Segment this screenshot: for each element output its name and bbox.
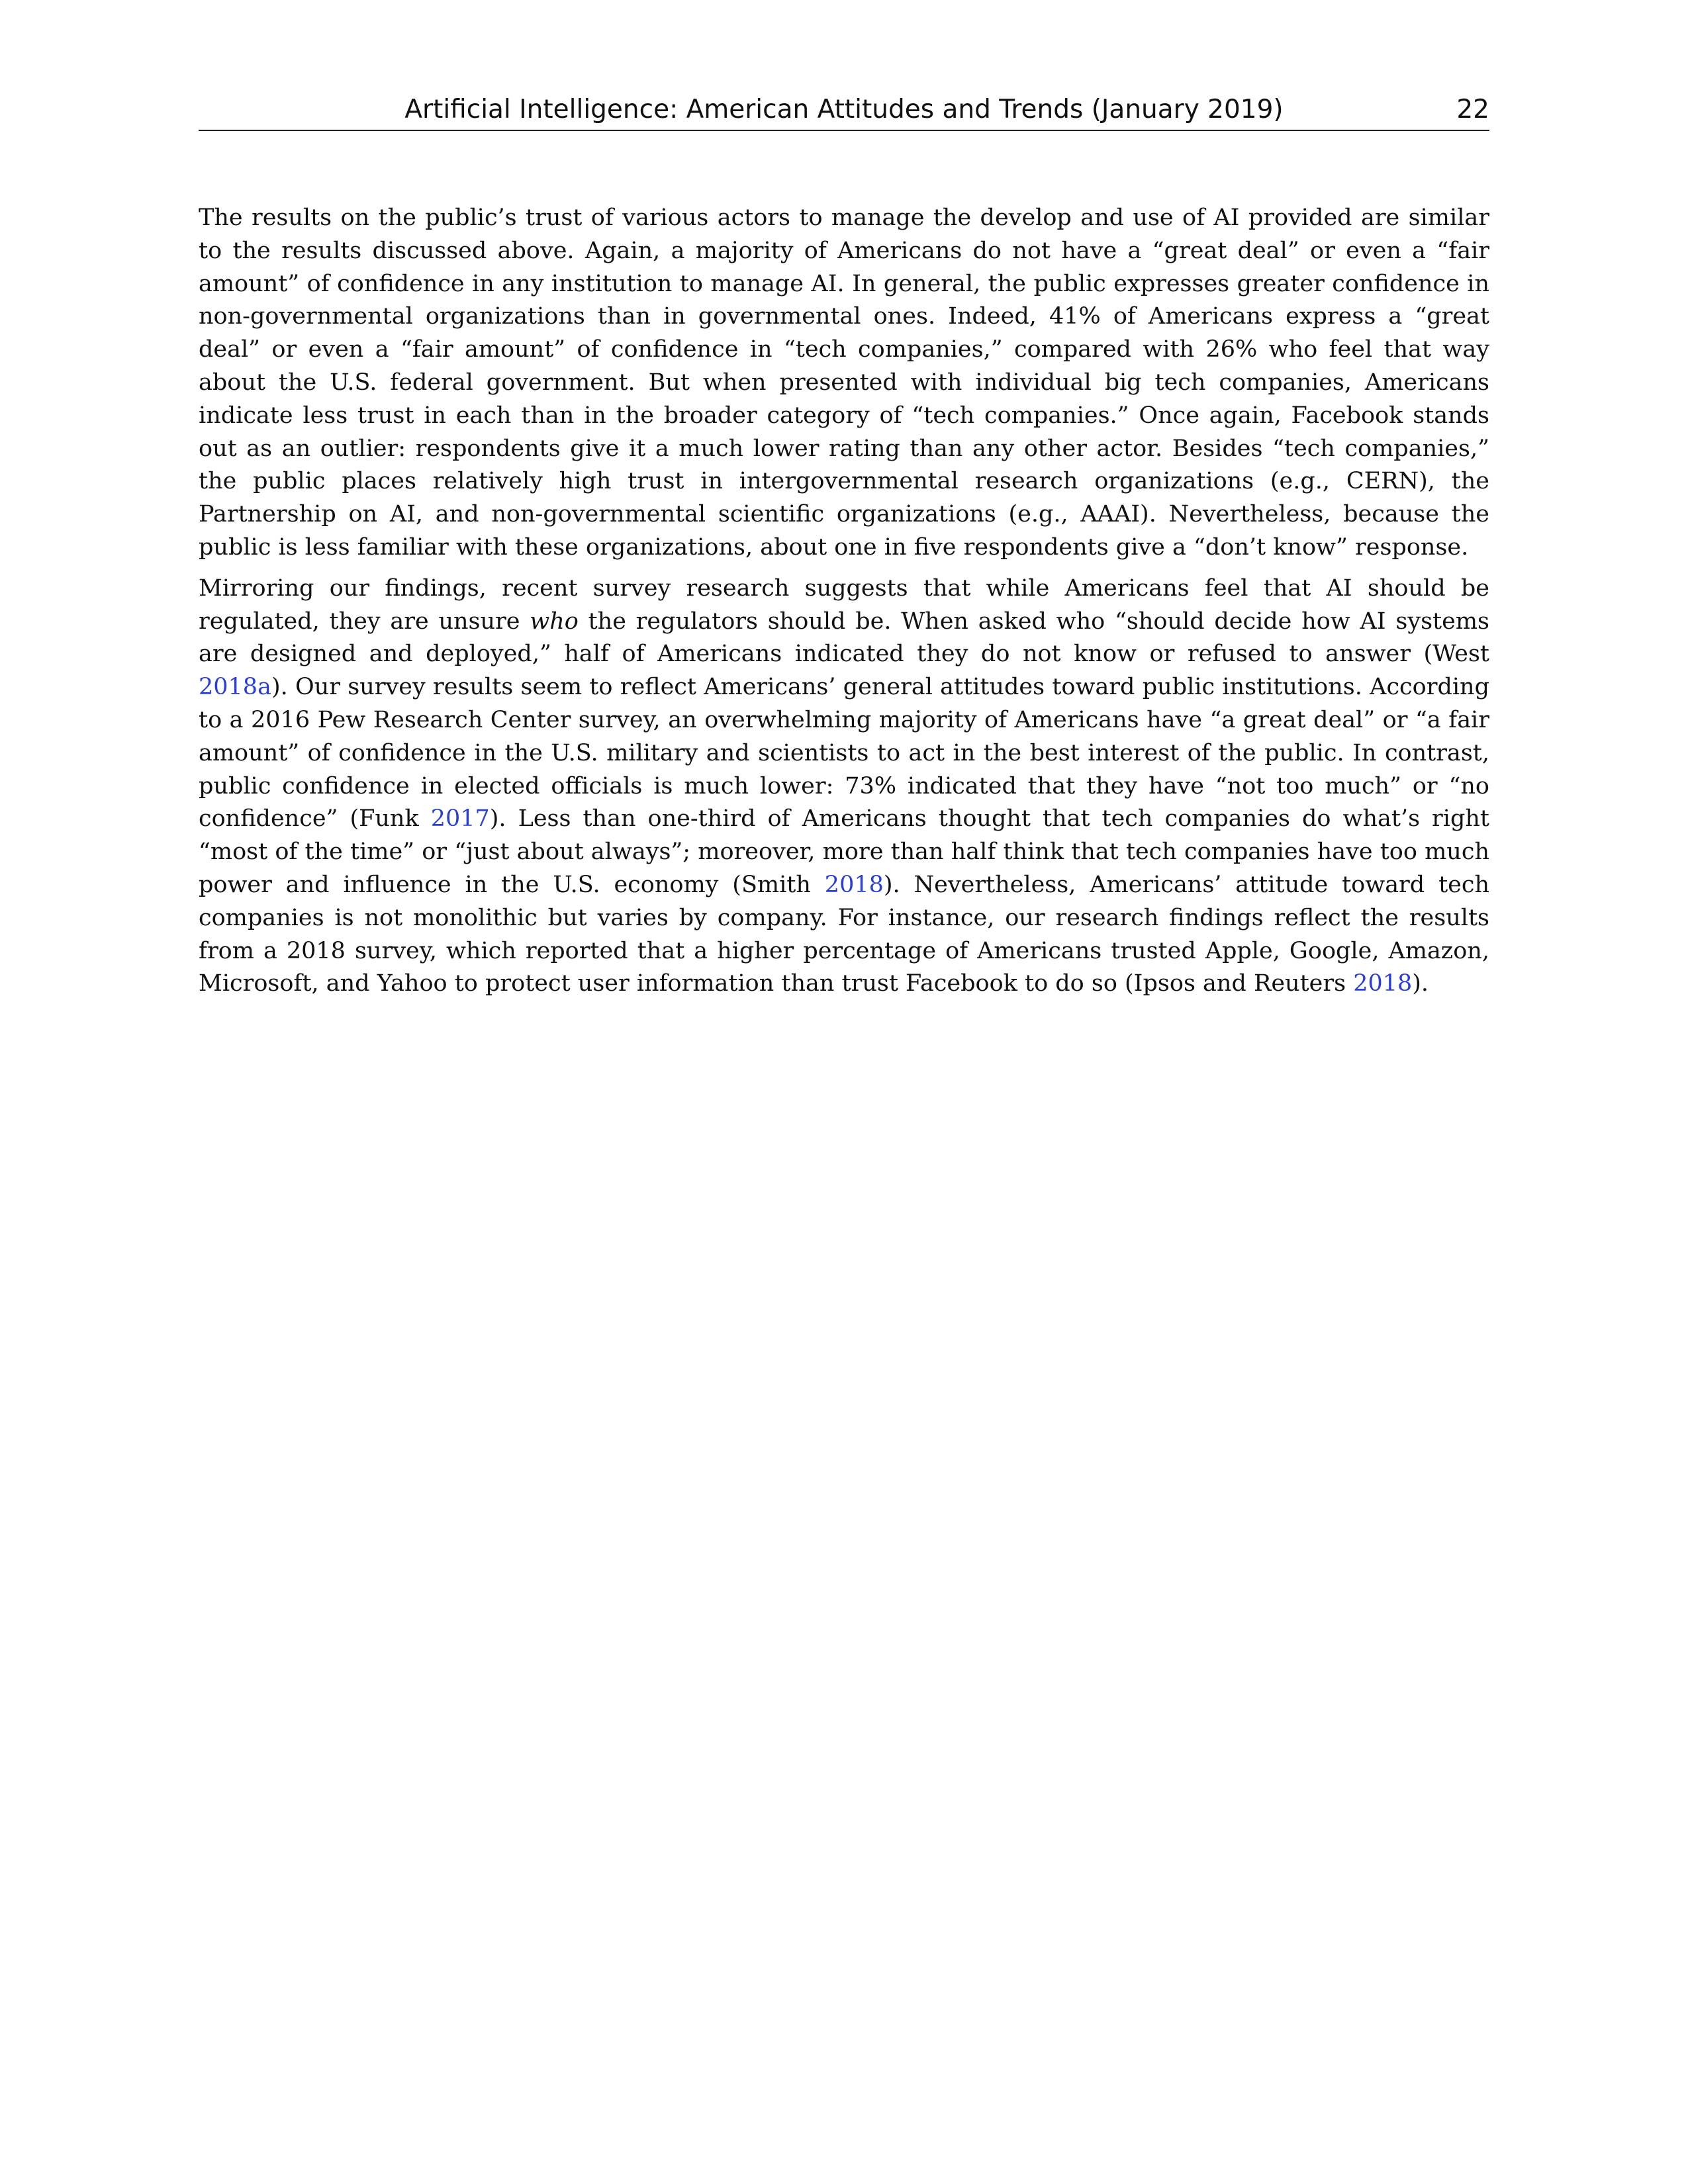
paragraph-text: ). Less than one-third of Americans thought that tech companies do what’s right “most of the time” or “just about always”; moreover, more than half think that tech companies have too much power and influence in the U.S. economy (Smith [199, 805, 1489, 898]
running-header [199, 90, 1489, 131]
paragraph-text: ). [1412, 970, 1429, 997]
citation-link-smith[interactable]: 2018 [824, 871, 884, 898]
header-title: Artificial Intelligence: American Attitudes and Trends (January 2019) [404, 95, 1284, 124]
page-number: 22 [1456, 95, 1489, 124]
citation-link-funk[interactable]: 2017 [430, 805, 490, 833]
body-text [199, 202, 1489, 1009]
paragraph-text: ). Our survey results seem to reflect Americans’ general attitudes toward public institutions. According to a 2016 Pew Research Center survey, an overwhelming majority of Americans have “a great deal” or “a fair amount” of confidence in the U.S. military and scientists to act in the best interest of the public. In contrast, public confidence in elected officials is much lower: 73% indicated that they have “not too much” or “no confidence” (Funk [199, 674, 1489, 833]
paragraph-trust-results: The results on the public’s trust of various actors to manage the develop and use of AI provided are similar to the results discussed above. Again, a majority of Americans do not have a “great deal” or even a “fair amount” of confidence in any institution to manage AI. In general, the public expresses greater confidence in non-governmental organizations than in governmental ones. Indeed, 41% of Americans express a “great deal” or even a “fair amount” of confidence in “tech companies,” compared with 26% who feel that way about the U.S. federal government. But when presented with individual big tech companies, Americans indicate less trust in each than in the broader category of “tech companies.” Once again, Facebook stands out as an outlier: respondents give it a much lower rating than any other actor. Besides “tech companies,” the public places relatively high trust in intergovernmental research organizations (e.g., CERN), the Partnership on AI, and non-governmental scientific organizations (e.g., AAAI). Nevertheless, because the public is less familiar with these organizations, about one in five respondents give a “don’t know” response. [199, 205, 1489, 561]
paragraph-text: the regulators should be. When asked who “should decide how AI systems are designed and deployed,” half of Americans indicated they do not know or refused to answer (West [199, 608, 1489, 668]
citation-link-ipsos-reuters[interactable]: 2018 [1353, 970, 1413, 997]
citation-link-west[interactable]: 2018a [199, 674, 271, 701]
paragraph-mirroring-findings [199, 572, 1489, 1001]
emphasis-who: who [530, 608, 579, 635]
paragraph-text: ). Nevertheless, Americans’ attitude toward tech companies is not monolithic but varies by company. For instance, our research findings reflect the results from a 2018 survey, which reported that a higher percentage of Americans trusted Apple, Google, Amazon, Microsoft, and Yahoo to protect user information than trust Facebook to do so (Ipsos and Reuters [199, 871, 1489, 997]
paragraph-text: Mirroring our findings, recent survey research suggests that while Americans feel that AI should be regulated, they are unsure [199, 574, 1489, 635]
